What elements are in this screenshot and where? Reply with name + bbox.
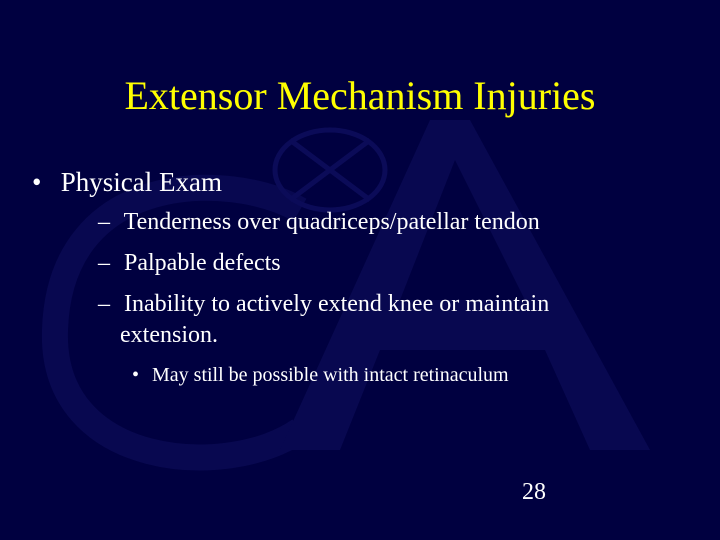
subbullet-text: Palpable defects	[124, 250, 281, 276]
subbullet-tenderness	[98, 207, 540, 238]
note-retinaculum	[132, 362, 509, 388]
bullet-marker: •	[32, 167, 42, 197]
dash-marker: –	[98, 250, 110, 276]
bullet-text: Physical Exam	[60, 167, 222, 197]
subbullet-inability-continued: extension.	[120, 322, 218, 348]
bullet-physical-exam	[32, 165, 222, 199]
subbullet-text: Inability to actively extend knee or maintain	[124, 291, 550, 317]
subbullet-text: Tenderness over quadriceps/patellar tendon	[123, 209, 540, 235]
dash-marker: –	[98, 291, 110, 317]
slide-title: Extensor Mechanism Injuries	[124, 73, 596, 118]
note-text: May still be possible with intact retinaculum	[152, 364, 509, 386]
subbullet-palpable	[98, 248, 281, 279]
page-number: 28	[522, 479, 546, 505]
subbullet-inability	[98, 289, 549, 320]
dash-marker: –	[98, 209, 110, 235]
bullet-marker: •	[132, 364, 140, 386]
